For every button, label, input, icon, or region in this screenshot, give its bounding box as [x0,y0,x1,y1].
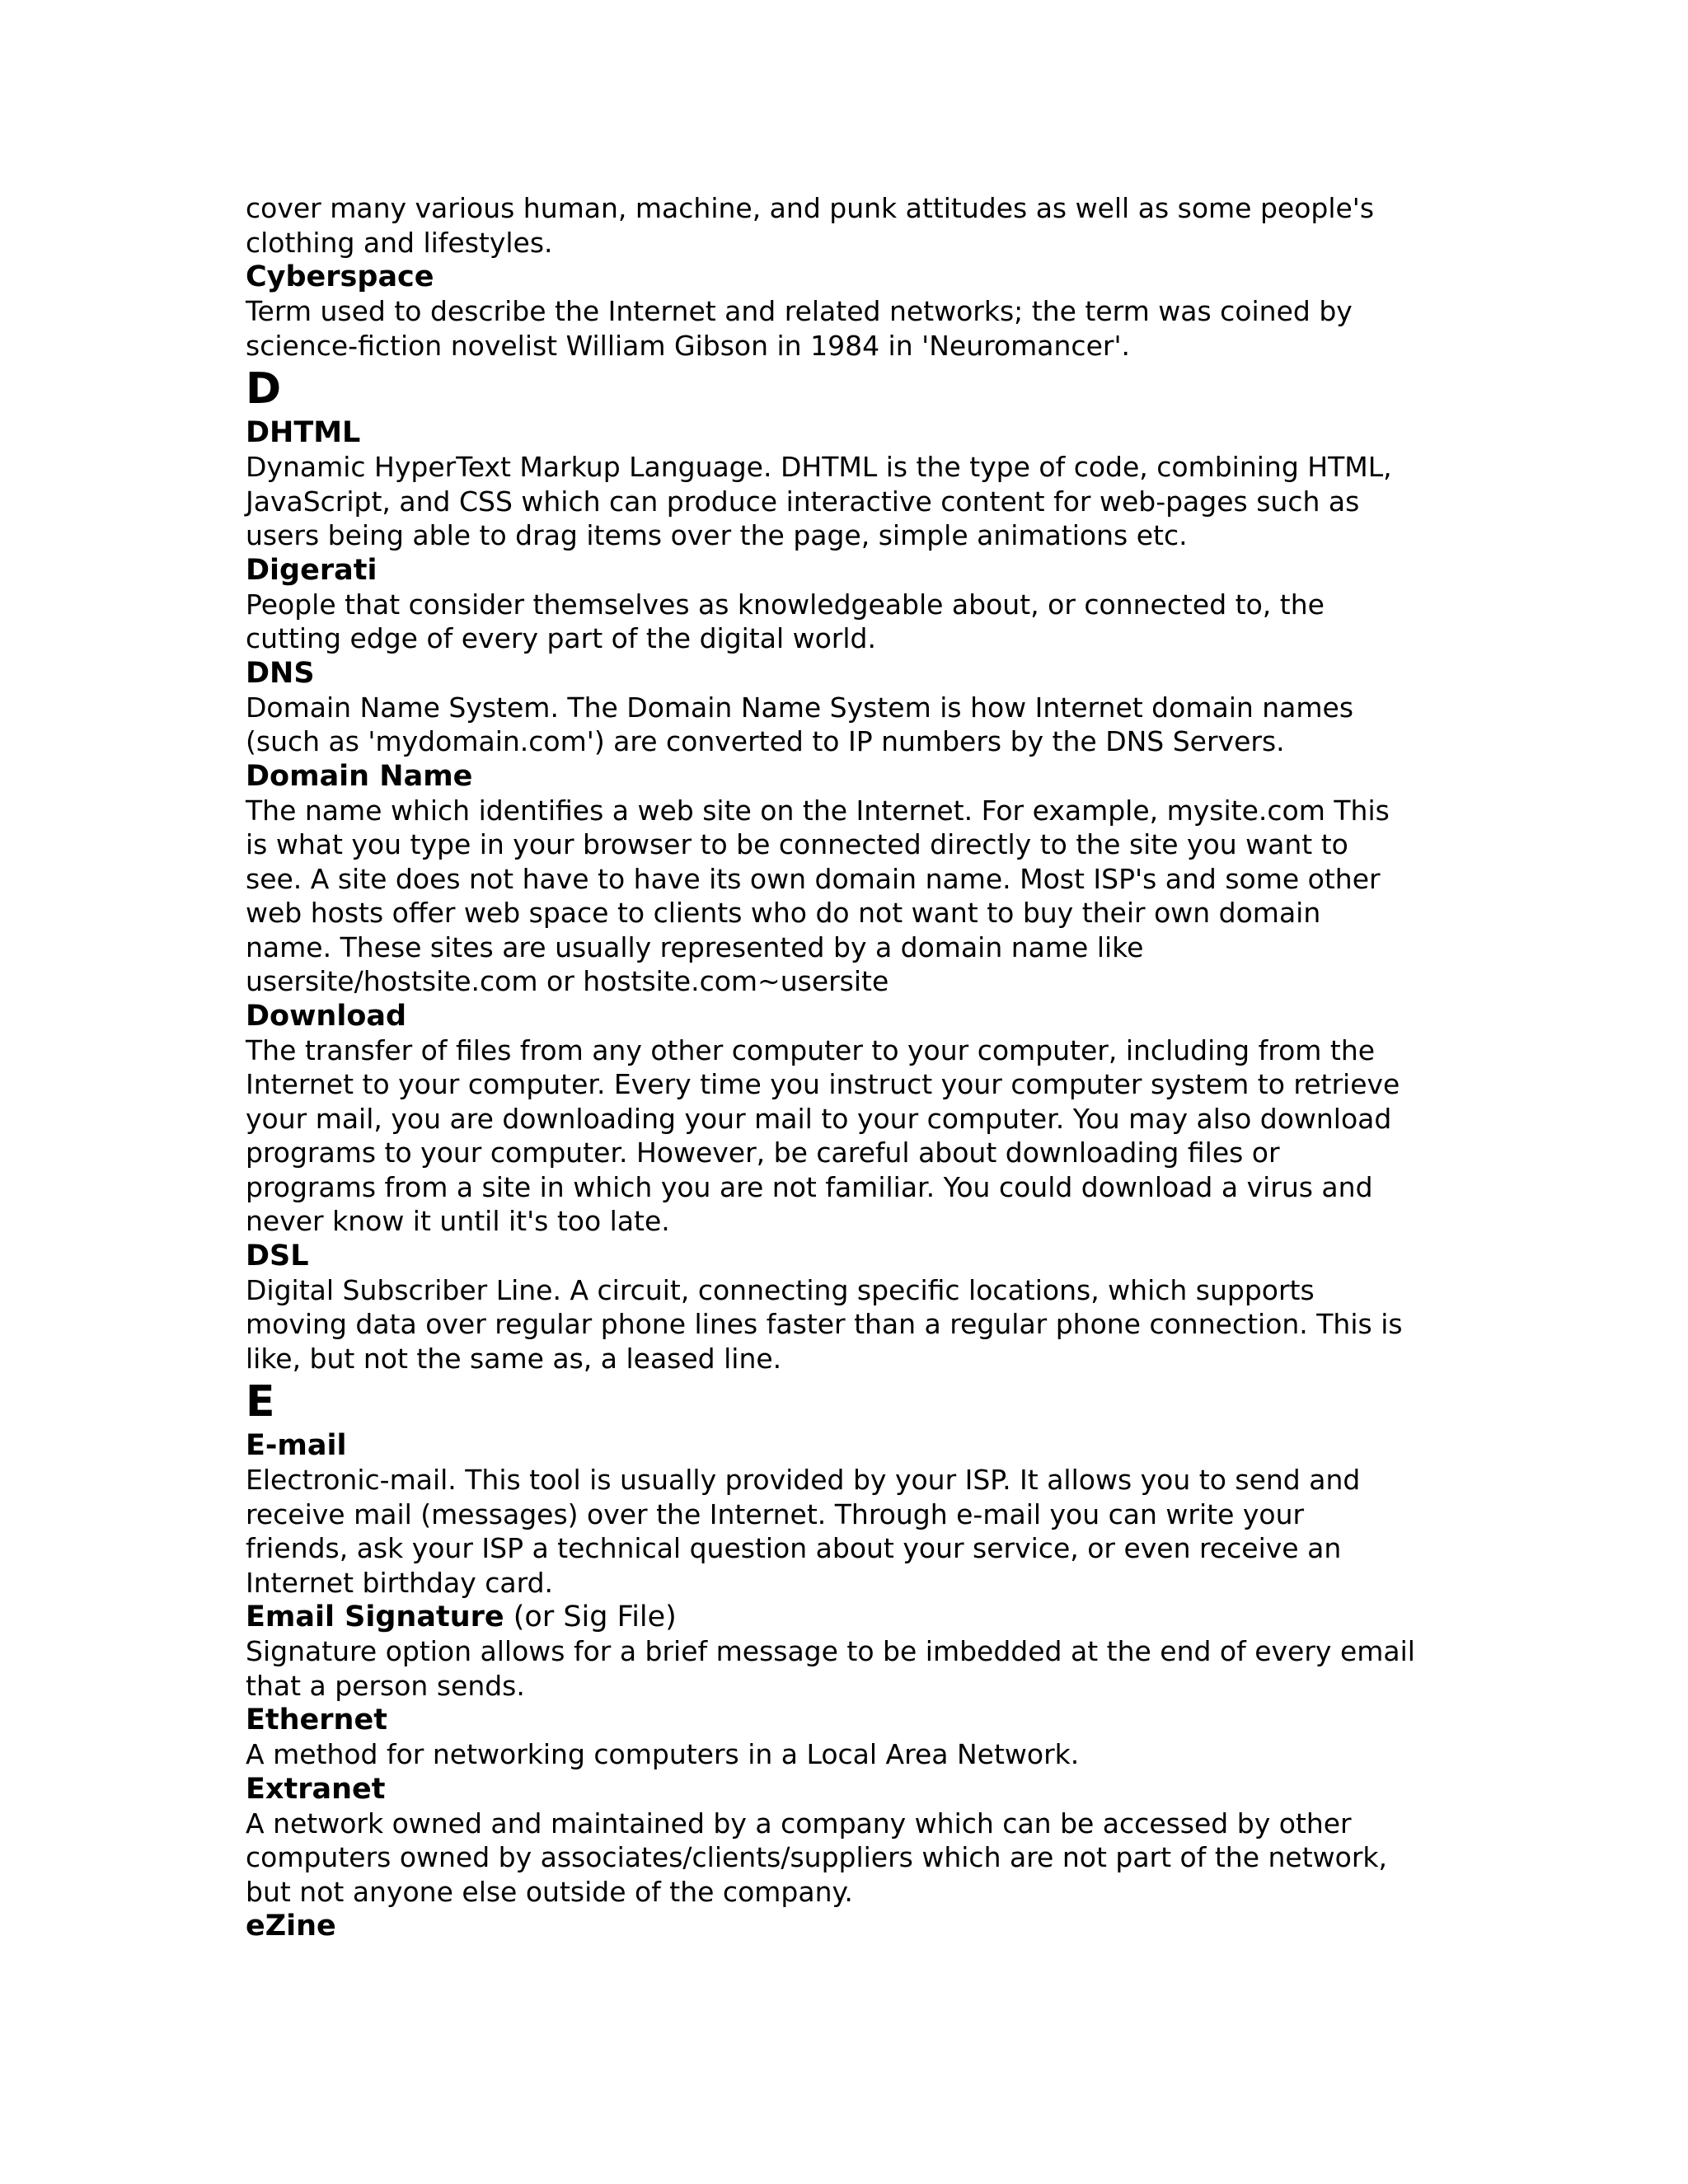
glossary-entry [246,1703,1441,1772]
definition-line: never know it until it's too late. [246,1205,670,1237]
definition-line: computers owned by associates/clients/suppliers which are not part of the network, [246,1841,1387,1873]
definition-line: receive mail (messages) over the Internet. Through e-mail you can write your [246,1497,1305,1530]
definition-line: Domain Name System. The Domain Name System is how Internet domain names [246,691,1354,724]
definition-line: The transfer of files from any other computer to your computer, including from the [246,1033,1376,1066]
glossary-entry [246,1909,1441,1943]
term-alias: (or Sig File) [504,1601,677,1633]
term-label: DHTML [246,416,361,449]
definition-line: Internet birthday card. [246,1566,554,1599]
glossary-term [246,1600,1441,1634]
term-label: DSL [246,1239,309,1272]
glossary-entry [246,260,1441,363]
glossary-entry [246,1600,1441,1703]
definition-line: but not anyone else outside of the company. [246,1875,853,1908]
definition-line: that a person sends. [246,1669,525,1702]
glossary-term [246,1703,1441,1737]
term-label: Digerati [246,553,377,587]
definition-line: A method for networking computers in a Local Area Network. [246,1738,1080,1770]
glossary-entry [246,656,1441,759]
glossary-term [246,1909,1441,1943]
glossary-term [246,999,1441,1033]
definition-line: name. These sites are usually represented by a domain name like [246,930,1144,963]
definition-line: programs to your computer. However, be careful about downloading files or [246,1137,1280,1169]
term-label: Cyberspace [246,260,434,293]
glossary-entry [246,1239,1441,1376]
definition-line: Internet to your computer. Every time you instruct your computer system to retrieve [246,1068,1400,1100]
definition-line: programs from a site in which you are not familiar. You could download a virus and [246,1170,1373,1203]
term-label: Domain Name [246,759,473,793]
definition-line: Electronic-mail. This tool is usually provided by your ISP. It allows you to send and [246,1464,1361,1496]
definition-line: A network owned and maintained by a company which can be accessed by other [246,1807,1352,1840]
definition-line: like, but not the same as, a leased line. [246,1342,782,1375]
glossary-term [246,1239,1441,1273]
definition-line: Signature option allows for a brief message to be imbedded at the end of every email [246,1635,1415,1667]
section-letter-heading: E [246,1377,275,1427]
definition-line: web hosts offer web space to clients who do not want to buy their own domain [246,897,1321,929]
definition-line: (such as 'mydomain.com') are converted to IP numbers by the DNS Servers. [246,725,1285,757]
glossary-term [246,260,1441,294]
definition-line: see. A site does not have to have its own domain name. Most ISP's and some other [246,862,1381,895]
definition-line: People that consider themselves as knowledgeable about, or connected to, the [246,588,1325,621]
term-label: DNS [246,656,315,690]
glossary-entry [246,553,1441,656]
glossary-term [246,1772,1441,1807]
definition-line: is what you type in your browser to be connected directly to the site you want to [246,828,1348,860]
definition-line: cutting edge of every part of the digital world. [246,622,876,654]
glossary-page [246,191,1441,1943]
definition-line: The name which identifies a web site on the Internet. For example, mysite.com This [246,794,1390,827]
term-label: Ethernet [246,1704,387,1736]
definition-line: friends, ask your ISP a technical question about your service, or even receive an [246,1532,1342,1564]
definition-line: science-fiction novelist William Gibson in 1984 in 'Neuromancer'. [246,329,1130,362]
glossary-term [246,553,1441,588]
definition-line: clothing and lifestyles. [246,226,553,259]
glossary-term [246,415,1441,450]
definition-line: usersite/hostsite.com or hostsite.com~usersite [246,965,889,997]
glossary-term [246,656,1441,691]
glossary-entry [246,415,1441,553]
glossary-entry [246,759,1441,999]
glossary-entry [246,1772,1441,1910]
glossary-term [246,1428,1441,1463]
term-label: E-mail [246,1429,347,1462]
definition-line: Digital Subscriber Line. A circuit, connecting specific locations, which supports [246,1273,1315,1306]
definition-line: your mail, you are downloading your mail to your computer. You may also download [246,1102,1392,1135]
definition-line: moving data over regular phone lines faster than a regular phone connection. This is [246,1308,1403,1340]
term-label: Extranet [246,1772,386,1806]
definition-line: Dynamic HyperText Markup Language. DHTML is the type of code, combining HTML, [246,451,1392,483]
term-label: Download [246,999,407,1033]
definition-line: Term used to describe the Internet and related networks; the term was coined by [246,295,1353,327]
continued-definition [246,191,1441,260]
section-letter-heading: D [246,364,282,414]
definition-line: JavaScript, and CSS which can produce interactive content for web-pages such as [246,485,1360,518]
term-label: Email Signature [246,1601,504,1633]
term-label: eZine [246,1910,336,1943]
glossary-term [246,759,1441,794]
glossary-entry [246,999,1441,1239]
definition-line: users being able to drag items over the page, simple animations etc. [246,519,1188,551]
definition-line: cover many various human, machine, and punk attitudes as well as some people's [246,192,1375,224]
glossary-entry [246,1428,1441,1600]
